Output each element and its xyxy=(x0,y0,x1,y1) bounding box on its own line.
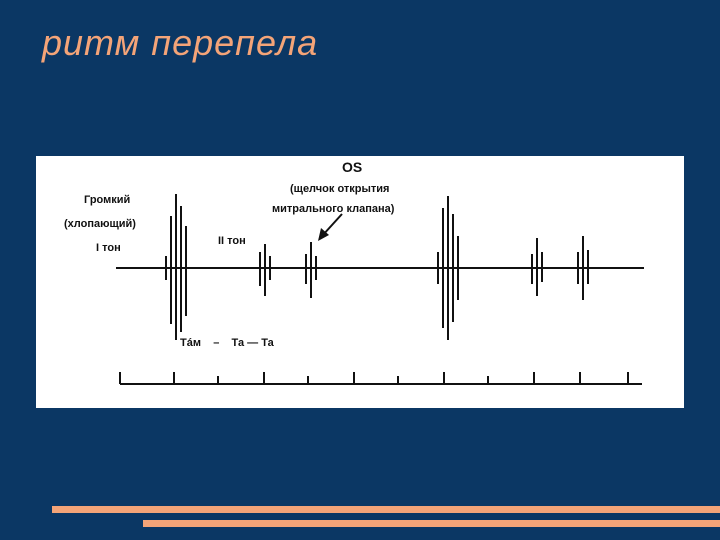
decorative-bar-top xyxy=(52,506,720,513)
label-loud-tone-line-1: Громкий xyxy=(84,194,131,206)
slide-title: ритм перепела xyxy=(42,22,319,63)
label-os: OS xyxy=(342,159,363,175)
decorative-bar-bottom xyxy=(143,520,720,527)
second-tone-complex xyxy=(260,244,270,296)
label-loud-tone-line-2: (хлопающий) xyxy=(64,218,136,230)
label-os-desc-line-1: (щелчок открытия xyxy=(290,183,390,195)
label-os-desc-line-2: митрального клапана) xyxy=(272,203,395,215)
time-scale xyxy=(120,372,642,384)
label-rhythm: Тáм – Та — Та xyxy=(180,337,274,349)
label-loud-tone-line-3: I тон xyxy=(96,242,121,254)
os-complex xyxy=(306,242,316,298)
phonocardiogram-svg xyxy=(36,156,684,408)
label-second-tone: II тон xyxy=(218,235,246,247)
phonocardiogram-figure xyxy=(36,156,684,408)
os-arrow xyxy=(318,214,342,241)
